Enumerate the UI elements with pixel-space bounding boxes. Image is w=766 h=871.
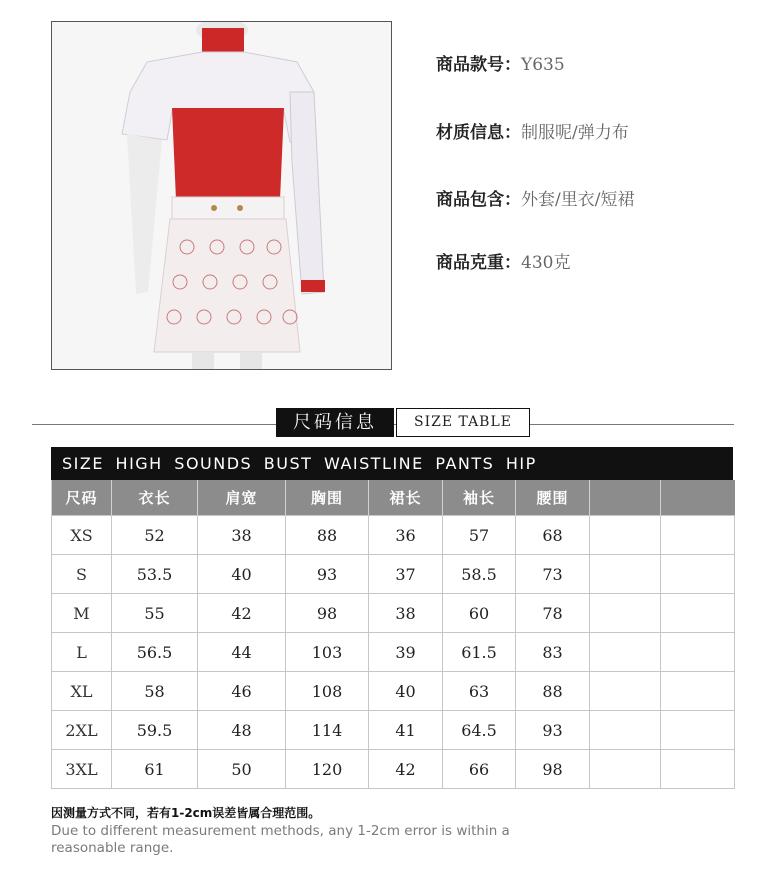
measurement-cell: 38	[369, 594, 443, 633]
measurement-cell: 55	[112, 594, 198, 633]
info-value: Y635	[521, 55, 565, 75]
size-cell: S	[52, 555, 112, 594]
table-row	[52, 555, 735, 594]
measurement-cell	[590, 594, 661, 633]
measurement-cell: 38	[198, 516, 286, 555]
table-row	[52, 594, 735, 633]
header-cell: 肩宽	[198, 480, 286, 516]
info-label: 商品款号：	[436, 55, 521, 75]
header-cell: 裙长	[369, 480, 443, 516]
measurement-cell	[661, 711, 735, 750]
measurement-cell: 68	[516, 516, 590, 555]
size-cell: 3XL	[52, 750, 112, 789]
measurement-cell: 56.5	[112, 633, 198, 672]
measurement-cell: 73	[516, 555, 590, 594]
header-cell	[661, 480, 735, 516]
measurement-cell	[590, 750, 661, 789]
header-cell: 腰围	[516, 480, 590, 516]
english-header: SIZE HIGH SOUNDS BUST WAISTLINE PANTS HIP	[51, 447, 733, 480]
table-header-row	[52, 480, 735, 516]
measurement-cell: 59.5	[112, 711, 198, 750]
header-cell	[590, 480, 661, 516]
size-cell: XS	[52, 516, 112, 555]
table-row	[52, 516, 735, 555]
table-row	[52, 711, 735, 750]
measurement-cell: 93	[516, 711, 590, 750]
measurement-cell: 48	[198, 711, 286, 750]
note-en: Due to different measurement methods, any 1-2cm error is within a reasonable range.	[51, 823, 510, 856]
measurement-cell: 88	[516, 672, 590, 711]
measurement-cell: 42	[198, 594, 286, 633]
measurement-cell: 93	[286, 555, 369, 594]
size-cell: XL	[52, 672, 112, 711]
measurement-cell: 39	[369, 633, 443, 672]
measurement-cell: 108	[286, 672, 369, 711]
measurement-cell: 61.5	[443, 633, 516, 672]
info-includes	[436, 185, 634, 210]
measurement-cell: 98	[516, 750, 590, 789]
info-label: 商品克重：	[436, 253, 521, 273]
table-row	[52, 633, 735, 672]
measurement-cell: 36	[369, 516, 443, 555]
info-value: 制服呢/弹力布	[521, 123, 629, 143]
size-table	[51, 480, 735, 789]
info-label: 商品包含：	[436, 190, 521, 210]
measurement-cell	[661, 516, 735, 555]
measurement-cell	[590, 516, 661, 555]
measurement-cell: 40	[369, 672, 443, 711]
measurement-cell	[661, 750, 735, 789]
info-value: 430克	[521, 253, 571, 273]
header-cell: 衣长	[112, 480, 198, 516]
product-photo	[51, 21, 392, 370]
header-cell: 胸围	[286, 480, 369, 516]
measurement-cell: 53.5	[112, 555, 198, 594]
measurement-cell: 37	[369, 555, 443, 594]
table-row	[52, 672, 735, 711]
section-title-cn: 尺码信息	[276, 408, 394, 437]
measurement-cell	[590, 633, 661, 672]
info-material	[436, 118, 629, 143]
measurement-cell: 64.5	[443, 711, 516, 750]
measurement-cell: 78	[516, 594, 590, 633]
measurement-cell: 42	[369, 750, 443, 789]
info-value: 外套/里衣/短裙	[521, 190, 635, 210]
measurement-cell: 66	[443, 750, 516, 789]
size-cell: L	[52, 633, 112, 672]
measurement-cell	[590, 555, 661, 594]
measurement-cell: 44	[198, 633, 286, 672]
measurement-cell: 40	[198, 555, 286, 594]
info-style-number	[436, 50, 565, 75]
measurement-cell: 103	[286, 633, 369, 672]
info-label: 材质信息：	[436, 123, 521, 143]
measurement-cell	[590, 711, 661, 750]
measurement-cell: 114	[286, 711, 369, 750]
measurement-cell	[661, 633, 735, 672]
size-cell: M	[52, 594, 112, 633]
table-row	[52, 750, 735, 789]
measurement-cell	[661, 555, 735, 594]
measurement-cell	[661, 672, 735, 711]
header-cell: 尺码	[52, 480, 112, 516]
measurement-cell: 60	[443, 594, 516, 633]
measurement-cell: 88	[286, 516, 369, 555]
measurement-cell	[590, 672, 661, 711]
measurement-cell: 98	[286, 594, 369, 633]
measurement-cell: 83	[516, 633, 590, 672]
measurement-cell: 58	[112, 672, 198, 711]
measurement-cell: 58.5	[443, 555, 516, 594]
measurement-cell: 63	[443, 672, 516, 711]
header-cell: 袖长	[443, 480, 516, 516]
info-weight	[436, 248, 570, 273]
measurement-cell: 41	[369, 711, 443, 750]
section-title-en: SIZE TABLE	[396, 408, 530, 437]
measurement-cell: 120	[286, 750, 369, 789]
size-cell: 2XL	[52, 711, 112, 750]
measurement-cell: 52	[112, 516, 198, 555]
measurement-cell: 50	[198, 750, 286, 789]
measurement-cell: 61	[112, 750, 198, 789]
measurement-cell: 46	[198, 672, 286, 711]
measurement-cell: 57	[443, 516, 516, 555]
note-cn: 因测量方式不同，若有1-2cm误差皆属合理范围。	[51, 806, 321, 820]
measurement-cell	[661, 594, 735, 633]
